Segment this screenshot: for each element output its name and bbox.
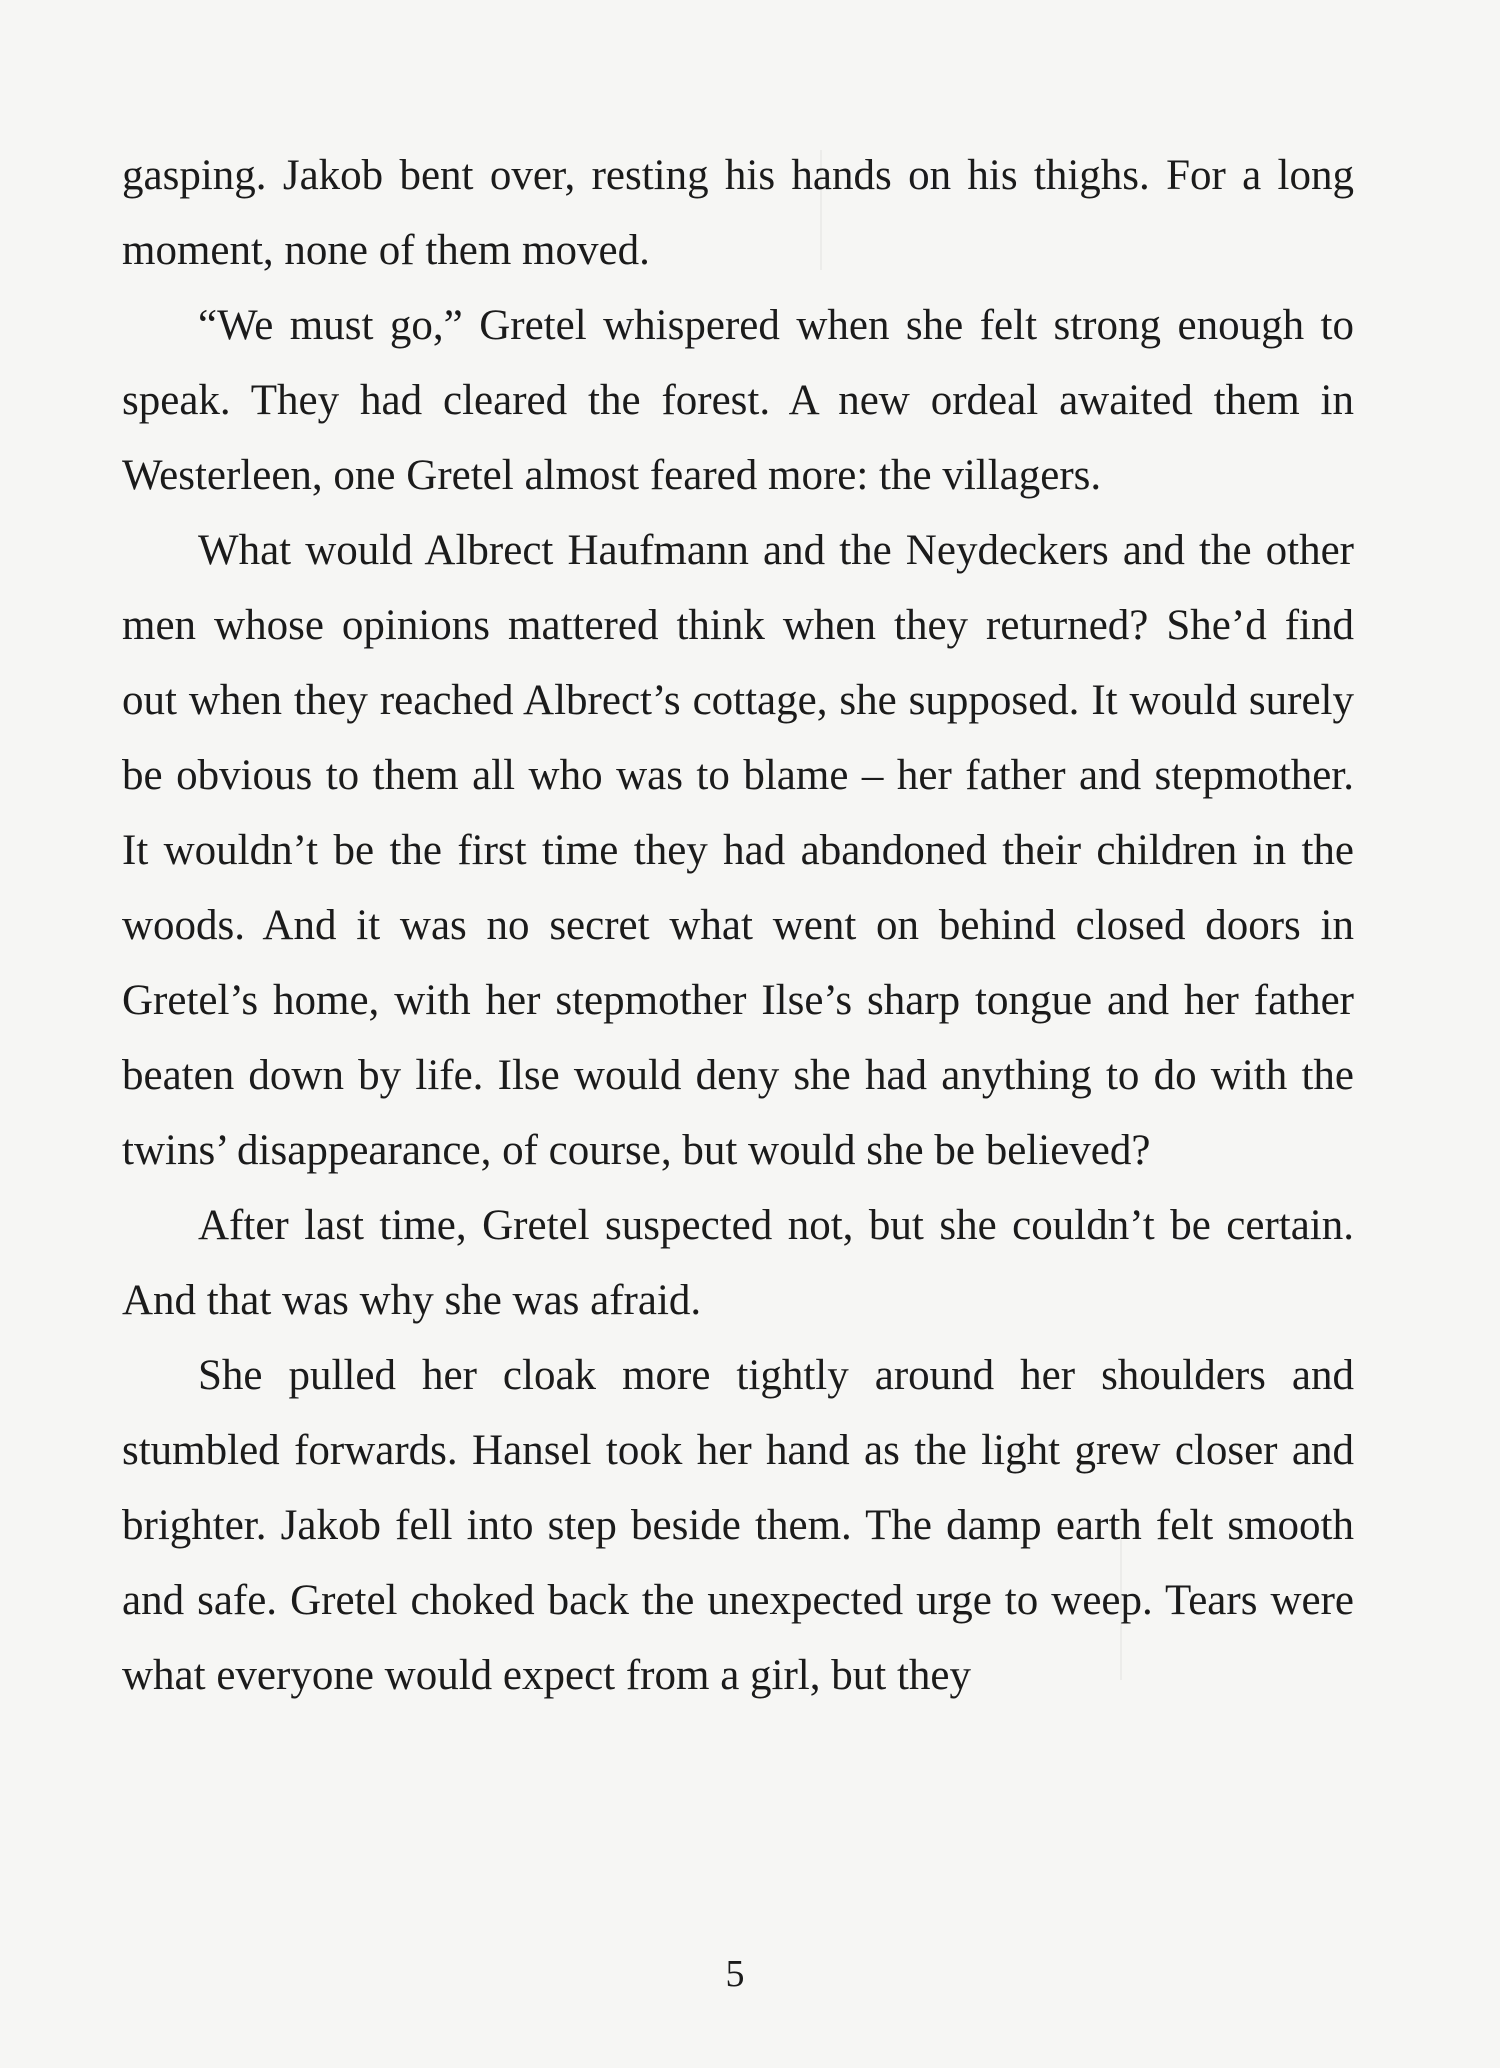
paragraph: She pulled her cloak more tightly around her shoulders and stumbled forwards. Hansel took her hand as the light grew closer and brighter. Jakob fell into step beside them. The damp earth felt smooth and safe. Gretel choked back the unexpected urge to weep. Tears were what everyone would expect from a girl, but they (122, 1352, 1354, 1699)
paragraph: After last time, Gretel suspected not, but she couldn’t be certain. And that was why she was afraid. (122, 1202, 1354, 1324)
paragraph: What would Albrect Haufmann and the Neydeckers and the other men whose opinions mattered think when they returned? She’d find out when they reached Albrect’s cottage, she supposed. It would surely be obvious to them all who was to blame – her father and stepmother. It wouldn’t be the first time they had abandoned their children in the woods. And it was no secret what went on behind closed doors in Gretel’s home, with her stepmother Ilse’s sharp tongue and her father beaten down by life. Ilse would deny she had anything to do with the twins’ disappearance, of course, but would she be believed? (122, 527, 1354, 1174)
body-text (122, 138, 1354, 1713)
paragraph: “We must go,” Gretel whispered when she felt strong enough to speak. They had cleared the forest. A new ordeal awaited them in Westerleen, one Gretel almost feared more: the villagers. (122, 302, 1354, 499)
page-number: 5 (725, 1953, 745, 1995)
paragraph: gasping. Jakob bent over, resting his hands on his thighs. For a long moment, none of them moved. (122, 152, 1354, 274)
